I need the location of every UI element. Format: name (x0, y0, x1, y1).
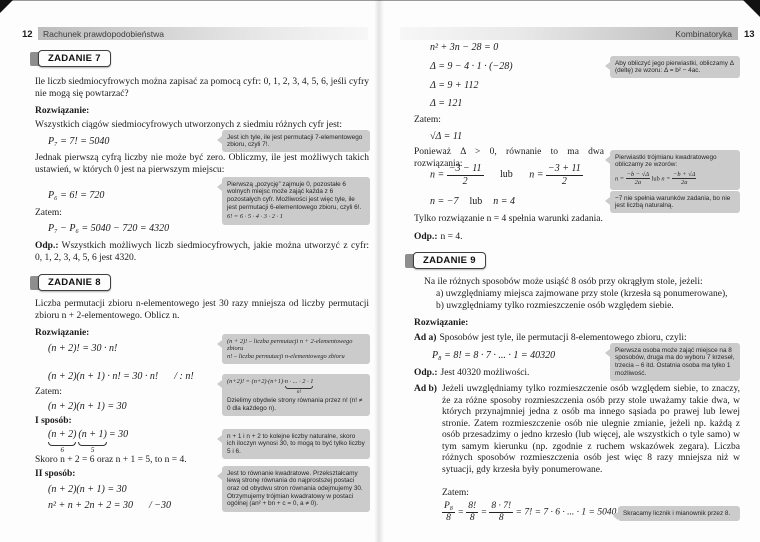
task7-intro: Wszystkich ciągów siedmiocyfrowych utworzonych z siedmiu różnych cyfr jest: (35, 120, 343, 130)
chapter-header-left (38, 27, 368, 40)
note-text: (n + 2)! – liczba permutacji n + 2-elementowego zbioru (227, 337, 353, 353)
task8-roots-fractions (430, 163, 583, 187)
task7-badge-label: ZADANIE 7 (38, 50, 111, 67)
task7-formula-p7: P₇ = 7! = 5040 (48, 136, 110, 147)
equation-text: n² + n + 2n + 2 = 30 (48, 500, 133, 511)
note-text: Aby obliczyć jego pierwiastki, obliczamy Δ (deltę) ze wzoru: Δ = b² − 4ac. (615, 59, 734, 75)
equals: = (457, 507, 464, 518)
note-text: Pierwsza osoba może zająć miejsce na 8 sposobów, druga ma do wyboru 7 krzeseł, trzecia – 6 itd. Ostatnia osoba ma tylko 1 możliwość. (615, 346, 735, 377)
task8-factored-equation-annotated (48, 429, 128, 454)
note-first-position-zero (222, 177, 370, 225)
braced-terms: n · ... · 2 · 1 (284, 377, 314, 385)
denominator: 2a (681, 179, 688, 187)
task7-zatem: Zatem: (35, 208, 62, 218)
root2-numerator: −3 + 11 (548, 163, 581, 174)
note-delta-formula (610, 56, 740, 78)
task8-badge-label: ZADANIE 8 (38, 274, 111, 291)
underbrace-value-6: 6 (60, 445, 64, 454)
task8-two-solutions-line: Ponieważ Δ > 0, równanie to ma dwa rozwiązania: (414, 147, 604, 169)
denominator-8: 8 (469, 512, 475, 523)
note-text: Pierwszą „pozycję” zajmuje 0, pozostałe 6 wolnych miejsc może zająć każda z 6 pozostałych cyfr. Możliwości jest więc tyle, ile jest permutacji 6-elementowego zbioru, czyli 6!. (227, 180, 362, 211)
task8-equation-4: (n + 2)(n + 1) = 30 (48, 484, 127, 495)
note-consecutive-naturals (222, 429, 370, 459)
task9-item-b: b) uwzględniamy tylko rozmieszczenie osób względem siebie. (436, 301, 674, 311)
note-text: Jest ich tyle, ile jest permutacji 7-elementowego zbioru, czyli 7!. (227, 133, 363, 149)
task8-roots-values (430, 196, 515, 207)
denominator: 2a (634, 179, 642, 187)
task8-problem: Liczba permutacji zbioru n-elementowego jest 30 razy mniejsza od liczby permutacji zbioru n + 2-elementowego. Oblicz n. (35, 299, 369, 321)
root2-denominator: 2 (561, 175, 567, 187)
note-permutation-definitions (222, 334, 370, 364)
formula-left: (n+2)! = (n+2)·(n+1)· (227, 377, 285, 385)
task9-zatem: Zatem: (442, 488, 469, 498)
note-text: Skracamy licznik i mianownik przez 8. (623, 509, 731, 517)
factor-1: (n + 2) (48, 429, 77, 440)
or-word: lub (651, 175, 660, 183)
task8-sqrt-delta: √Δ = 11 (430, 131, 463, 142)
root2-prefix: n = (529, 169, 544, 181)
task8-solution-heading: Rozwiązanie: (35, 328, 90, 338)
chapter-header-right (400, 27, 738, 40)
task8-zatem: Zatem: (35, 387, 62, 397)
page-number-right: 13 (744, 29, 755, 40)
task8-equation-2 (48, 371, 194, 382)
task7-formula-p6: P₆ = 6! = 720 (48, 190, 105, 201)
note-cancel-by-8 (618, 506, 740, 521)
denominator-8: 8 (446, 512, 451, 523)
underbrace-label: n! (296, 388, 302, 395)
root1-prefix: n = (430, 169, 445, 181)
equals: = (480, 507, 487, 518)
task9-solution-heading: Rozwiązanie: (414, 318, 469, 328)
note-text: Dzielimy obydwie strony równania przez n! (n! ≠ 0 dla każdego n). (227, 397, 363, 412)
task8-equation-1: (n + 2)! = 30 · n! (48, 343, 118, 354)
note-text: n + 1 i n + 2 to kolejne liczby naturalne, skoro ich iloczyn wynosi 30, to mogą to być tylko liczby 5 i 6. (227, 432, 365, 455)
equation-text: (n + 2)(n + 1) · n! = 30 · n! (48, 371, 159, 382)
answer-label: Odp.: (414, 368, 438, 378)
answer-label: Odp.: (35, 241, 59, 251)
denominator-8: 8 (498, 512, 504, 523)
task8-equation-5 (48, 500, 171, 511)
answer-text: Jest 40320 możliwości. (440, 368, 530, 378)
note-factorial-expansion: 6! = 6 · 5 · 4 · 3 · 2 · 1 (227, 213, 283, 221)
task8-delta-2: Δ = 9 + 112 (430, 80, 479, 91)
underbrace-value-5: 5 (90, 445, 95, 454)
answer-text: Wszystkich możliwych liczb siedmiocyfrowych, jakie można utworzyć z cyfr: 0, 1, 2, 3, 4, 5, 6 jest 4320. (35, 241, 369, 263)
divide-operation: / : n! (174, 371, 194, 382)
root1-denominator: 2 (462, 175, 468, 187)
subtract-operation: / −30 (149, 500, 172, 511)
task8-equation-3: (n + 2)(n + 1) = 30 (48, 401, 127, 412)
factor-2: (n + 1) (78, 429, 107, 440)
note-factorial-identity (222, 374, 370, 416)
page-number-left: 12 (22, 29, 33, 40)
note-text: n! – liczba permutacji n-elementowego zbioru (227, 352, 345, 360)
root2-value: n = 4 (493, 196, 516, 207)
task9-problem-intro: Na ile różnych sposobów może usiąść 8 osób przy okrągłym stole, jeżeli: (424, 277, 703, 287)
or-word: lub (500, 169, 513, 181)
task7-para-zero: Jednak pierwszą cyfrą liczby nie może być zero. Obliczmy, ile jest możliwych takich ustawień, w których 0 jest na pierwszym miejscu: (35, 153, 369, 175)
numerator-8x7fact: 8 · 7! (491, 501, 512, 511)
task7-answer (35, 241, 369, 264)
task8-only-solution-line: Tylko rozwiązanie n = 4 spełnia warunki zadania. (414, 214, 603, 224)
task8-quadratic: n² + 3n − 28 = 0 (430, 42, 499, 53)
answer-label: Odp.: (414, 232, 438, 242)
note-text: −7 nie spełnia warunków zadania, bo nie jest liczbą naturalną. (615, 194, 731, 210)
root1-value: n = −7 (430, 196, 459, 207)
answer-text: n = 4. (440, 232, 463, 242)
ad-b-label: Ad b) (414, 384, 437, 394)
task8-delta-3: Δ = 121 (430, 98, 463, 109)
note-negative-root-rejected (610, 191, 740, 213)
numerator-8fact: 8! (468, 501, 477, 511)
note-permutations-7 (222, 130, 370, 152)
task8-method1-heading: I sposób: (35, 416, 72, 426)
task8-zatem-right: Zatem: (414, 115, 441, 125)
task7-solution-heading: Rozwiązanie: (35, 106, 90, 116)
task8-method2-heading: II sposób: (35, 469, 76, 479)
formula-rest: = 7! = 7 · 6 · ... · 1 = 5040 (515, 507, 617, 518)
task9b-formula (442, 501, 616, 524)
ad-a-text: Sposobów jest tyle, ile permutacji 8-elementowego zbioru, czyli: (439, 333, 687, 343)
numerator-p8: P₈ (444, 501, 454, 511)
task8-delta-1: Δ = 9 − 4 · 1 · (−28) (430, 61, 513, 72)
note-root-formula-row (615, 171, 735, 187)
root1-numerator: −3 − 11 (448, 163, 482, 174)
task9-item-a: a) uwzględniamy miejsca zajmowane przy stole (krzesła są ponumerowane), (436, 289, 728, 299)
note-text: Jest to równanie kwadratowe. Przekształcamy lewą stronę równania do najprostszej postaci oraz od obydwu stron równania odejmujemy 30. Otrzymujemy trójmian kwadratowy w postaci ogólnej (an² + bn + c = 0, a ≠ 0). (227, 469, 363, 508)
numerator: −b − √Δ (626, 170, 649, 178)
ad-a-label: Ad a) (414, 333, 437, 343)
task7-problem: Ile liczb siedmiocyfrowych można zapisać za pomocą cyfr: 0, 1, 2, 3, 4, 5, 6, jeśli cyfry nie mogą się powtarzać? (35, 77, 369, 99)
or-word: lub (469, 196, 483, 207)
chapter-title-left: Rachunek prawdopodobieństwa (43, 28, 164, 39)
formula-prefix: n = (615, 175, 625, 183)
note-formula (227, 378, 365, 396)
formula-prefix: n = (661, 175, 671, 183)
note-root-formulas (610, 150, 740, 190)
task9-ad-b-text: Jeżeli uwzględniamy tylko rozmieszczenie osób względem siebie, to znaczy, że za różne sposoby rozmieszczenia osób przy stole uważamy takie dwa, w których przynajmniej jedna z osób ma innego sąsiada po prawej lub lewej stronie. Zatem rozmieszczenie osób nie ulegnie zmianie, jeżeli np. każdą z osób przesadzimy o jedno krzesło (lub więcej, ale wszystkich o tyle samo) w tym samym kierunku (np. zgodnie z ruchem wskazówek zegara). Liczba różnych sposobów rozmieszczenia osób jest więc 8 razy mniejsza niż w sytuacji, gdy krzesła były ponumerowane. (442, 384, 740, 475)
note-text: Pierwiastki trójmianu kwadratowego obliczamy ze wzorów: (615, 153, 717, 169)
numerator: −b + √Δ (673, 170, 696, 178)
task9-answer-a (414, 368, 529, 380)
equation-rhs: = 30 (108, 429, 129, 440)
task8-skoro-line: Skoro n + 2 = 6 oraz n + 1 = 5, to n = 4. (35, 455, 187, 465)
task7-formula-difference: P₇ − P₆ = 5040 − 720 = 4320 (48, 223, 170, 234)
task9-formula-p8: P₈ = 8! = 8 · 7 · ... · 1 = 40320 (432, 350, 556, 361)
task8-answer (414, 232, 462, 244)
chapter-title-right: Kombinatoryka (675, 28, 732, 39)
note-quadratic-equation (222, 466, 370, 512)
task9-badge-label: ZADANIE 9 (413, 252, 486, 269)
note-seating-choices (610, 343, 740, 381)
